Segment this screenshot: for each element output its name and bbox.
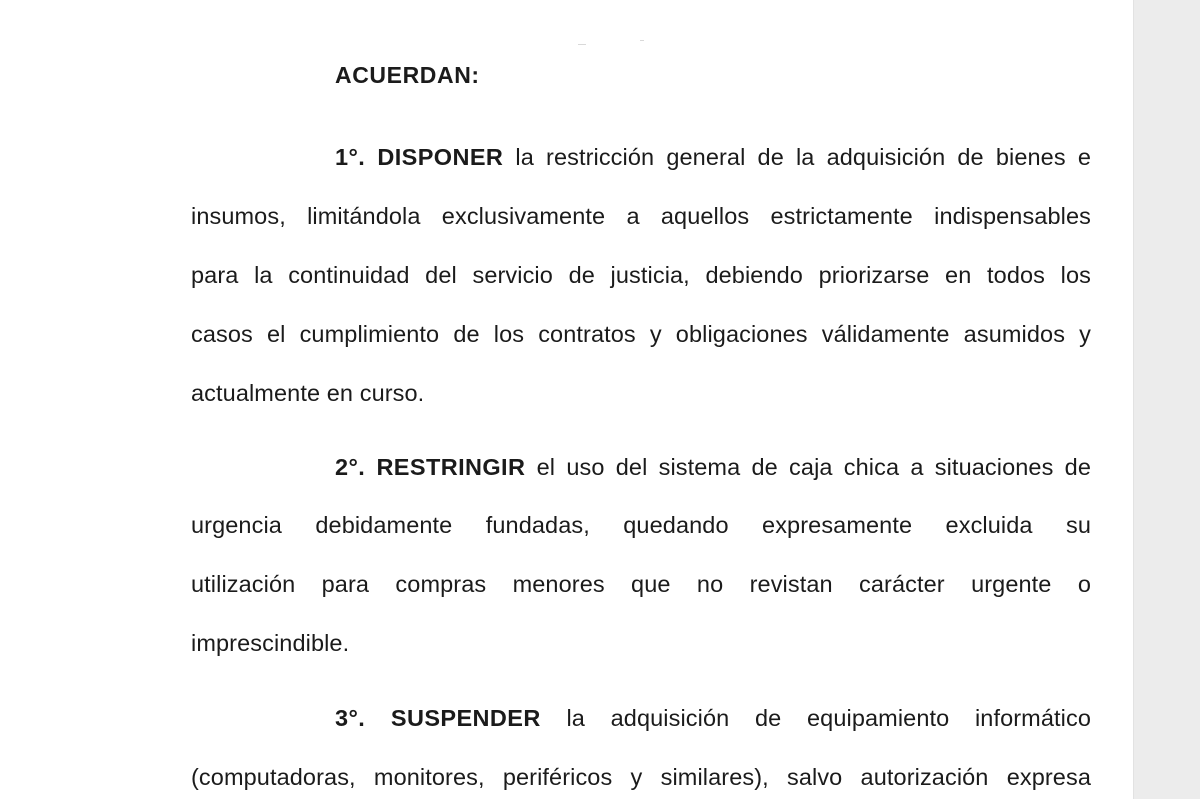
- article-text: el uso del sistema de caja chica a situaciones de: [536, 454, 1091, 480]
- article-line: (computadoras, monitores, periféricos y similares), salvo autorización expresa: [191, 764, 1091, 790]
- article-line: imprescindible.: [191, 630, 350, 656]
- article-line: para la continuidad del servicio de justicia, debiendo priorizarse en todos los: [191, 262, 1091, 288]
- article-first-line: [335, 702, 1091, 734]
- article-first-line: [335, 141, 1091, 173]
- article-keyword: RESTRINGIR: [376, 454, 526, 480]
- scan-mark: [640, 40, 644, 41]
- article-text: la adquisición de equipamiento informático: [566, 705, 1091, 731]
- article-line: urgencia debidamente fundadas, quedando expresamente excluida su: [191, 512, 1091, 538]
- article-keyword: DISPONER: [377, 144, 504, 170]
- scan-mark: [578, 44, 586, 45]
- article-number: 3°.: [335, 705, 366, 731]
- article-line: insumos, limitándola exclusivamente a aquellos estrictamente indispensables: [191, 203, 1091, 229]
- article-keyword: SUSPENDER: [390, 705, 541, 731]
- page-margin-background: [1133, 0, 1200, 799]
- article-text: la restricción general de la adquisición de bienes e: [515, 144, 1091, 170]
- article-line: utilización para compras menores que no revistan carácter urgente o: [191, 571, 1091, 597]
- article-first-line: [335, 451, 1091, 483]
- article-line: actualmente en curso.: [191, 380, 425, 406]
- section-heading: ACUERDAN:: [335, 62, 480, 88]
- article-number: 1°.: [335, 144, 366, 170]
- article-line: casos el cumplimiento de los contratos y obligaciones válidamente asumidos y: [191, 321, 1091, 347]
- article-number: 2°.: [335, 454, 366, 480]
